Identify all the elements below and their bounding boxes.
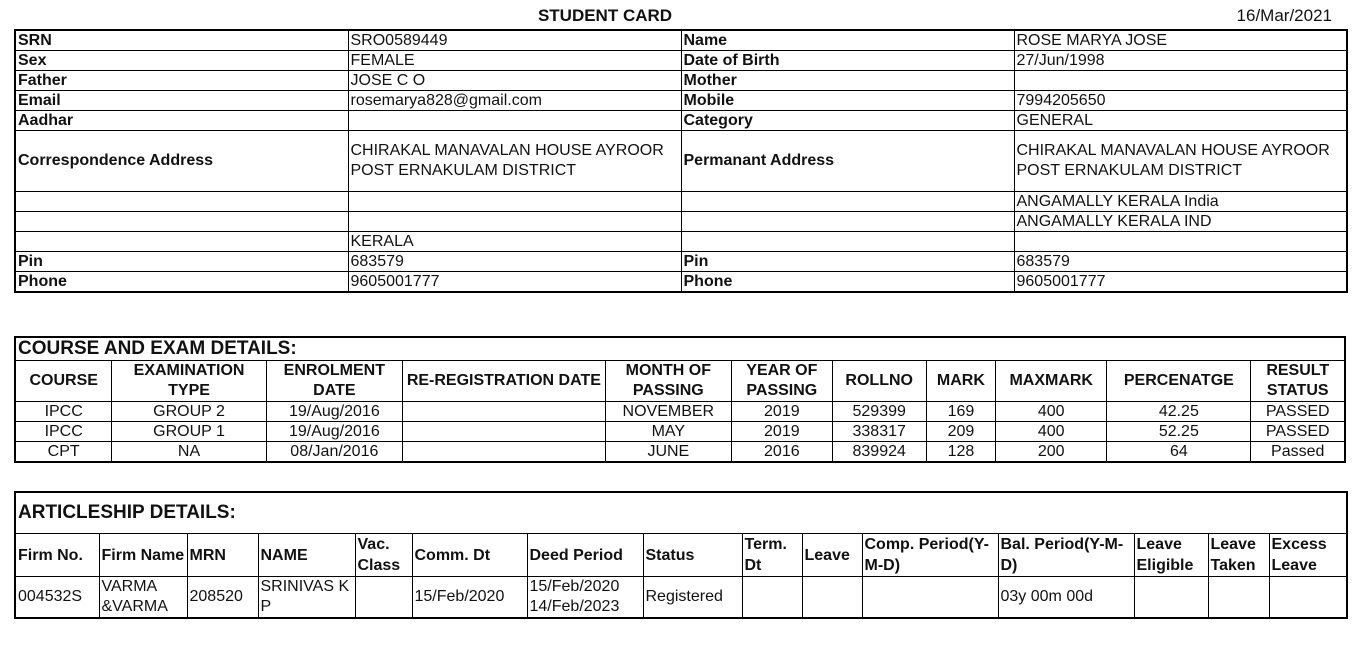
srn-label: SRN [15,30,348,51]
course-column-header: MONTH OF PASSING [605,361,731,402]
category-value: GENERAL [1014,111,1347,131]
table-cell [1134,577,1208,619]
table-cell: 2019 [731,422,832,442]
correspondence-pin: 683579 [348,252,681,272]
course-column-header: PERCENATGE [1107,361,1251,402]
table-cell: 839924 [832,442,926,463]
table-cell: 19/Aug/2016 [266,402,402,422]
articleship-column-header: Comp. Period(Y-M-D) [862,534,998,577]
table-header-row [15,534,1347,577]
course-rows [15,402,1345,463]
category-label: Category [681,111,1014,131]
srn-value: SRO0589449 [348,30,681,51]
table-cell: Registered [643,577,742,619]
table-cell: IPCC [15,402,112,422]
table-header-row [15,361,1345,402]
permanent-address-label: Permanant Address [681,131,1014,192]
table-row [15,91,1347,111]
table-cell: NA [112,442,266,463]
table-cell: CPT [15,442,112,463]
table-row [15,442,1345,463]
permanent-pin: 683579 [1014,252,1347,272]
phone-label: Phone [681,272,1014,293]
table-cell [862,577,998,619]
table-cell: 169 [926,402,996,422]
table-cell: 200 [996,442,1107,463]
table-cell: 2019 [731,402,832,422]
table-row [15,252,1347,272]
correspondence-address-label: Correspondence Address [15,131,348,192]
table-cell: GROUP 1 [112,422,266,442]
articleship-column-header: Bal. Period(Y-M-D) [998,534,1134,577]
course-column-header: ENROLMENT DATE [266,361,402,402]
section-heading-row [15,492,1347,534]
empty-cell [1014,232,1347,252]
table-cell: 208520 [187,577,258,619]
table-row [15,192,1347,212]
table-row [15,232,1347,252]
table-cell [742,577,802,619]
section-heading-row [15,337,1345,361]
mobile-value: 7994205650 [1014,91,1347,111]
articleship-rows [15,577,1347,619]
table-cell [802,577,862,619]
course-column-header: YEAR OF PASSING [731,361,832,402]
table-cell: PASSED [1251,402,1345,422]
table-cell: NOVEMBER [605,402,731,422]
course-column-header: EXAMINATION TYPE [112,361,266,402]
empty-cell [681,232,1014,252]
empty-cell [681,192,1014,212]
table-cell [1208,577,1269,619]
pin-label: Pin [681,252,1014,272]
table-cell: 128 [926,442,996,463]
articleship-column-header: NAME [258,534,355,577]
table-row [15,212,1347,232]
table-cell: IPCC [15,422,112,442]
empty-cell [348,192,681,212]
table-cell: 400 [996,422,1107,442]
table-cell: GROUP 2 [112,402,266,422]
pin-label: Pin [15,252,348,272]
table-cell: 2016 [731,442,832,463]
permanent-address-line2: ANGAMALLY KERALA India [1014,192,1347,212]
table-cell: 338317 [832,422,926,442]
email-label: Email [15,91,348,111]
table-cell: MAY [605,422,731,442]
course-column-header: ROLLNO [832,361,926,402]
table-row [15,71,1347,91]
articleship-column-header: Leave Taken [1208,534,1269,577]
table-cell: 400 [996,402,1107,422]
table-cell: 004532S [15,577,99,619]
table-cell: JUNE [605,442,731,463]
table-cell: 529399 [832,402,926,422]
articleship-column-header: Leave [802,534,862,577]
table-cell: 03y 00m 00d [998,577,1134,619]
table-cell [402,442,605,463]
course-column-header: COURSE [15,361,112,402]
course-section-heading: COURSE AND EXAM DETAILS: [15,337,1345,361]
correspondence-state: KERALA [348,232,681,252]
name-label: Name [681,30,1014,51]
articleship-column-header: Excess Leave [1269,534,1347,577]
table-cell [355,577,412,619]
mother-value [1014,71,1347,91]
empty-cell [348,212,681,232]
table-row [15,422,1345,442]
articleship-column-header: Status [643,534,742,577]
articleship-section-heading: ARTICLESHIP DETAILS: [15,492,1347,534]
empty-cell [15,192,348,212]
dob-value: 27/Jun/1998 [1014,51,1347,71]
articleship-column-header: Firm No. [15,534,99,577]
course-column-header: MARK [926,361,996,402]
name-value: ROSE MARYA JOSE [1014,30,1347,51]
aadhar-value [348,111,681,131]
articleship-column-header: MRN [187,534,258,577]
dob-label: Date of Birth [681,51,1014,71]
student-info-table [14,29,1348,293]
table-row [15,402,1345,422]
table-row [15,111,1347,131]
course-column-header: MAXMARK [996,361,1107,402]
table-cell: 08/Jan/2016 [266,442,402,463]
empty-cell [15,232,348,252]
table-cell: PASSED [1251,422,1345,442]
aadhar-label: Aadhar [15,111,348,131]
table-row [15,272,1347,293]
table-row [15,30,1347,51]
table-cell: 15/Feb/2020 14/Feb/2023 [527,577,643,619]
mobile-label: Mobile [681,91,1014,111]
table-cell: 209 [926,422,996,442]
articleship-column-header: Leave Eligible [1134,534,1208,577]
table-cell: 52.25 [1107,422,1251,442]
empty-cell [681,212,1014,232]
table-cell: VARMA &VARMA [99,577,187,619]
mother-label: Mother [681,71,1014,91]
table-cell [1269,577,1347,619]
articleship-column-header: Deed Period [527,534,643,577]
table-cell: SRINIVAS K P [258,577,355,619]
table-cell: 64 [1107,442,1251,463]
table-cell: 42.25 [1107,402,1251,422]
father-value: JOSE C O [348,71,681,91]
permanent-address-line3: ANGAMALLY KERALA IND [1014,212,1347,232]
email-value: rosemarya828@gmail.com [348,91,681,111]
table-row [15,577,1347,619]
correspondence-phone: 9605001777 [348,272,681,293]
empty-cell [15,212,348,232]
articleship-table [14,491,1348,619]
print-date: 16/Mar/2021 [1236,6,1332,25]
course-column-header: RESULT STATUS [1251,361,1345,402]
sex-value: FEMALE [348,51,681,71]
sex-label: Sex [15,51,348,71]
permanent-phone: 9605001777 [1014,272,1347,293]
father-label: Father [15,71,348,91]
articleship-column-header: Firm Name [99,534,187,577]
table-cell: 15/Feb/2020 [412,577,527,619]
articleship-column-header: Comm. Dt [412,534,527,577]
page-title: STUDENT CARD [537,6,673,25]
table-row [15,51,1347,71]
table-cell [402,422,605,442]
phone-label: Phone [15,272,348,293]
articleship-column-header: Vac. Class [355,534,412,577]
table-cell [402,402,605,422]
articleship-column-header: Term. Dt [742,534,802,577]
course-column-header: RE-REGISTRATION DATE [402,361,605,402]
course-exam-table [14,336,1346,463]
permanent-address-value: CHIRAKAL MANAVALAN HOUSE AYROOR POST ERNAKULAM DISTRICT [1014,131,1347,192]
table-cell: 19/Aug/2016 [266,422,402,442]
table-cell: Passed [1251,442,1345,463]
table-row [15,131,1347,192]
correspondence-address-value: CHIRAKAL MANAVALAN HOUSE AYROOR POST ERNAKULAM DISTRICT [348,131,681,192]
